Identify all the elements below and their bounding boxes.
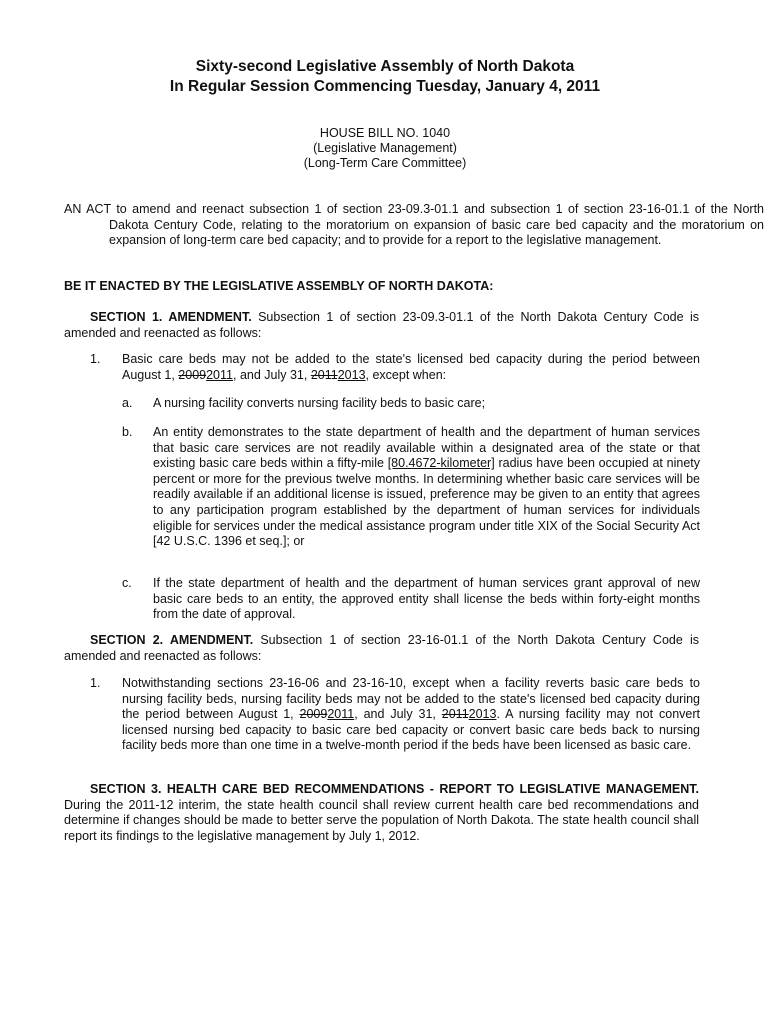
subitem-c-text: If the state department of health and the department of human services grant approval of new basic care beds to an entity, the approved entity shall license the beds within forty-eight months from the date of approval. <box>153 576 700 622</box>
section-3-text: During the 2011-12 interim, the state health council shall review current health care bed recommendations and determine if changes should be made to better serve the population of North Dakota. The state health council shall report its findings to the legislative management by July 1, 2012. <box>64 797 699 843</box>
section-1-intro-text: Subsection 1 of section 23-09.3-01.1 of the North Dakota Century Code is amended and reenacted as follows: <box>64 310 699 340</box>
inserted-year: 2011 <box>206 367 233 382</box>
subitem-b-text <box>153 425 700 550</box>
item-text: Notwithstanding sections 23-16-06 and 23-16-10, except when a facility reverts basic care beds to nursing facility beds, nursing facility beds may not be added to the state's licensed bed capacity during the period between August 1, <box>122 676 700 722</box>
item-text: , and July 31, <box>233 367 311 382</box>
assembly-title: Sixty-second Legislative Assembly of North Dakota <box>195 58 575 75</box>
act-paragraph: AN ACT to amend and reenact subsection 1 of section 23-09.3-01.1 and subsection 1 of section 23-16-01.1 of the North Dakota Century Code, relating to the moratorium on expansion of basic care bed capacity and the moratorium on expansion of long-term care bed capacity; and to provide for a report to the legislative management. <box>64 202 764 248</box>
struck-year: 2009 <box>178 367 207 382</box>
section-1-intro <box>64 310 699 341</box>
sponsor-line-1: (Legislative Management) <box>313 141 457 155</box>
enacting-clause: BE IT ENACTED BY THE LEGISLATIVE ASSEMBLY OF NORTH DAKOTA: <box>64 279 494 293</box>
section-1-item-text <box>122 352 700 383</box>
item-text: , except when: <box>365 367 447 382</box>
session-title: In Regular Session Commencing Tuesday, January 4, 2011 <box>169 78 601 95</box>
section-1-item-number: 1. <box>90 352 101 366</box>
subitem-a-label: a. <box>122 396 133 410</box>
section-2-item-text <box>122 676 700 754</box>
item-text: Basic care beds may not be added to the state's licensed bed capacity during the period between August 1, <box>122 352 700 382</box>
inserted-year: 2011 <box>327 707 355 722</box>
section-3-heading: SECTION 3. HEALTH CARE BED RECOMMENDATIONS - REPORT TO LEGISLATIVE MANAGEMENT. <box>90 782 699 796</box>
section-1-heading: SECTION 1. AMENDMENT. <box>90 310 252 324</box>
subitem-b-label: b. <box>122 425 133 439</box>
subitem-c-label: c. <box>122 576 132 590</box>
struck-year: 2009 <box>299 707 328 722</box>
section-3-paragraph <box>64 782 699 844</box>
section-2-item-number: 1. <box>90 676 101 690</box>
item-text: . A nursing facility may not convert licensed nursing bed capacity to basic care bed capacity or convert basic care beds back to nursing facility beds more than one time in a twelve-month period if the beds have been licensed as basic care. <box>122 707 700 753</box>
section-2-heading: SECTION 2. AMENDMENT. <box>90 633 254 647</box>
bill-number: HOUSE BILL NO. 1040 <box>319 126 451 140</box>
subitem-b-text-part: An entity demonstrates to the state department of health and the department of human services that basic care services are not readily available within a designated area of the state or that existing basic care beds within a fifty-mile <box>153 425 700 471</box>
section-2-intro-text: Subsection 1 of section 23-16-01.1 of the North Dakota Century Code is amended and reenacted as follows: <box>64 633 699 663</box>
inserted-year: 2013 <box>337 367 366 382</box>
section-2-intro <box>64 633 699 664</box>
inserted-year: 2013 <box>468 707 497 722</box>
sponsor-line-2: (Long-Term Care Committee) <box>303 156 467 170</box>
inserted-conversion: [80.4672-kilometer] <box>387 456 495 471</box>
subitem-a-text: A nursing facility converts nursing facility beds to basic care; <box>153 396 486 410</box>
struck-year: 2011 <box>310 367 338 382</box>
subitem-b-text-part: radius have been occupied at ninety percent or more for the previous twelve months. In determining whether basic care services will be readily available if an additional license is issued, preference may be given to an entity that agrees to any participation program established by the department of human services for individuals eligible for services under the medical assistance program under title XIX of the Social Security Act [42 U.S.C. 1396 et seq.]; or <box>153 456 700 549</box>
struck-year: 2011 <box>441 707 469 722</box>
item-text: , and July 31, <box>354 707 442 722</box>
